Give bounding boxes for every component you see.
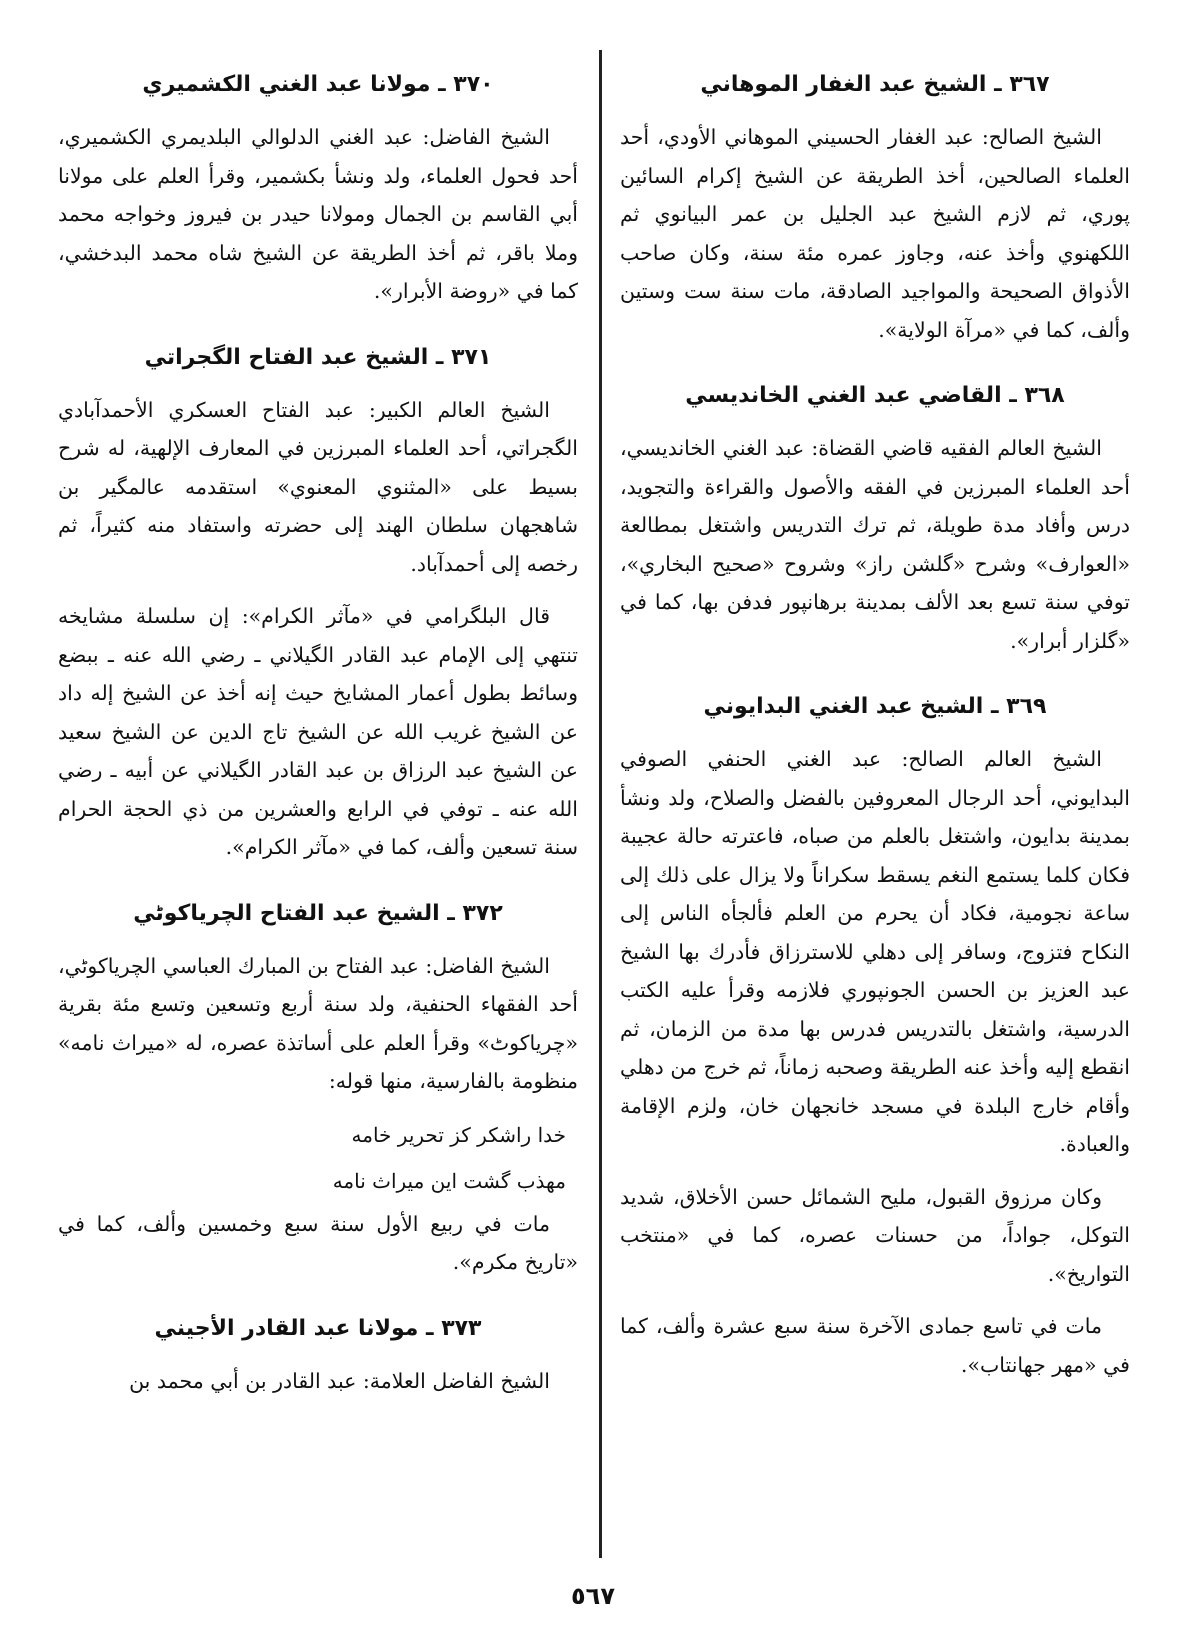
entry-heading: ٣٧٠ ـ مولانا عبد الغني الكشميري — [142, 72, 494, 97]
entry-heading: ٣٦٩ ـ الشيخ عبد الغني البدايوني — [703, 694, 1047, 719]
entry-paragraph: وكان مرزوق القبول، مليح الشمائل حسن الأخلاق، شديد التوكل، جواداً، من حسنات عصره، كما في «منتخب التواريخ». — [620, 1184, 1130, 1286]
entry-370 — [58, 68, 578, 311]
entry-paragraph: الشيخ الفاضل: عبد الغني الدلوالي البلديمري الكشميري، أحد فحول العلماء، ولد ونشأ بكشمير، وقرأ العلم على مولانا أبي القاسم بن الجمال ومولانا حيدر بن فيروز وخواجه محمد وملا باقر، ثم أخذ الطريقة عن الشيخ شاه محمد البدخشي، كما في «روضة الأبرار». — [58, 125, 578, 303]
entry-paragraph: مات في تاسع جمادى الآخرة سنة سبع عشرة وألف، كما في «مهر جهانتاب». — [620, 1314, 1130, 1377]
entry-368 — [620, 379, 1130, 660]
entry-heading: ٣٧١ ـ الشيخ عبد الفتاح الگجراتي — [144, 344, 492, 370]
page-number: ٥٦٧ — [571, 1582, 615, 1610]
entry-paragraph: مات في ربيع الأول سنة سبع وخمسين وألف، كما في «تاريخ مكرم». — [58, 1211, 578, 1274]
entry-paragraph: الشيخ العالم الفقيه قاضي القضاة: عبد الغني الخانديسي، أحد العلماء المبرزين في الفقه والأصول والقراءة والتجويد، درس وأفاد مدة طويلة، ثم ترك التدريس واشتغل بمطالعة «العوارف» وشرح «گلشن راز» وشروح «صحيح البخاري»، توفي سنة تسع بعد الألف بمدينة برهانپور فدفن بها، كما في «گلزار أبرار». — [620, 436, 1130, 653]
poem-verse: مهذب گشت اين ميراث نامه — [332, 1168, 566, 1193]
entry-372 — [58, 897, 578, 1282]
left-column — [58, 58, 578, 1430]
entry-367 — [620, 68, 1130, 349]
entry-paragraph: الشيخ الفاضل: عبد الفتاح بن المبارك العباسي الچرياكوٹي، أحد الفقهاء الحنفية، ولد سنة أربع وتسعين وتسع مئة بقرية «چرياكوٹ» وقرأ العلم على أساتذة عصره، له «ميراث نامه» منظومة بالفارسية، منها قوله: — [58, 953, 578, 1093]
entry-373 — [58, 1312, 578, 1401]
entry-heading: ٣٦٧ ـ الشيخ عبد الغفار الموهاني — [700, 72, 1050, 97]
entry-paragraph: الشيخ الفاضل العلامة: عبد القادر بن أبي محمد بن — [129, 1368, 550, 1393]
entry-371 — [58, 341, 578, 867]
entry-heading: ٣٦٨ ـ القاضي عبد الغني الخانديسي — [685, 383, 1065, 408]
entry-paragraph: الشيخ العالم الصالح: عبد الغني الحنفي الصوفي البدايوني، أحد الرجال المعروفين بالفضل والصلاح، ولد ونشأ بمدينة بدايون، واشتغل بالعلم من صباه، فاعترته حالة عجيبة فكان كلما يستمع النغم يسقط سكراناً ولا يزال على ذلك إلى ساعة نجومية، فكاد أن يحرم من العلم فألجأه الناس إلى النكاح فتزوج، وسافر إلى دهلي للاسترزاق فأدرك بها الشيخ عبد العزيز بن الحسن الجونپوري فلازمه وقرأ عليه الكتب الدرسية، واشتغل بالتدريس فدرس بها مدة من الزمان، ثم انقطع إليه وأخذ عنه الطريقة وصحبه زماناً، ثم خرج من دهلي وأقام خارج البلدة في مسجد خانجهان خان، ولزم الإقامة والعبادة. — [620, 747, 1130, 1156]
entry-paragraph: الشيخ العالم الكبير: عبد الفتاح العسكري الأحمدآبادي الگجراتي، أحد العلماء المبرزين في المعارف الإلهية، له شرح بسيط على «المثنوي المعنوي» استقدمه عالمگير بن شاهجهان سلطان الهند إلى حضرته واستفاد منه كثيراً، ثم رخصه إلى أحمدآباد. — [58, 397, 578, 576]
entry-paragraph: الشيخ الصالح: عبد الغفار الحسيني الموهاني الأودي، أحد العلماء الصالحين، أخذ الطريقة عن الشيخ إكرام السائين پوري، ثم لازم الشيخ عبد الجليل بن عمر البيانوي ثم اللكهنوي وأخذ عنه، وجاوز عمره مئة سنة، وكان صاحب الأذواق الصحيحة والمواجيد الصادقة، مات سنة ست وستين وألف، كما في «مرآة الولاية». — [620, 125, 1130, 342]
poem-verse: خدا راشكر كز تحرير خامه — [351, 1122, 566, 1147]
entry-paragraph: قال البلگرامي في «مآثر الكرام»: إن سلسلة مشايخه تنتهي إلى الإمام عبد القادر الگيلاني ـ رضي الله عنه ـ ببضع وسائط بطول أعمار المشايخ حيث إنه أخذ عن الشيخ إله داد عن الشيخ غريب الله عن الشيخ تاج الدين عن الشيخ سعيد عن الشيخ عبد الرزاق بن عبد القادر الگيلاني عن أبيه ـ رضي الله عنه ـ توفي في الرابع والعشرين من ذي الحجة الحرام سنة تسعين وألف، كما في «مآثر الكرام». — [58, 604, 578, 859]
entry-369 — [620, 690, 1130, 1384]
column-divider — [599, 50, 602, 1558]
entry-heading: ٣٧٣ ـ مولانا عبد القادر الأجيني — [154, 1315, 482, 1341]
entry-heading: ٣٧٢ ـ الشيخ عبد الفتاح الچرياكوٹي — [133, 900, 503, 926]
right-column — [620, 58, 1130, 1414]
